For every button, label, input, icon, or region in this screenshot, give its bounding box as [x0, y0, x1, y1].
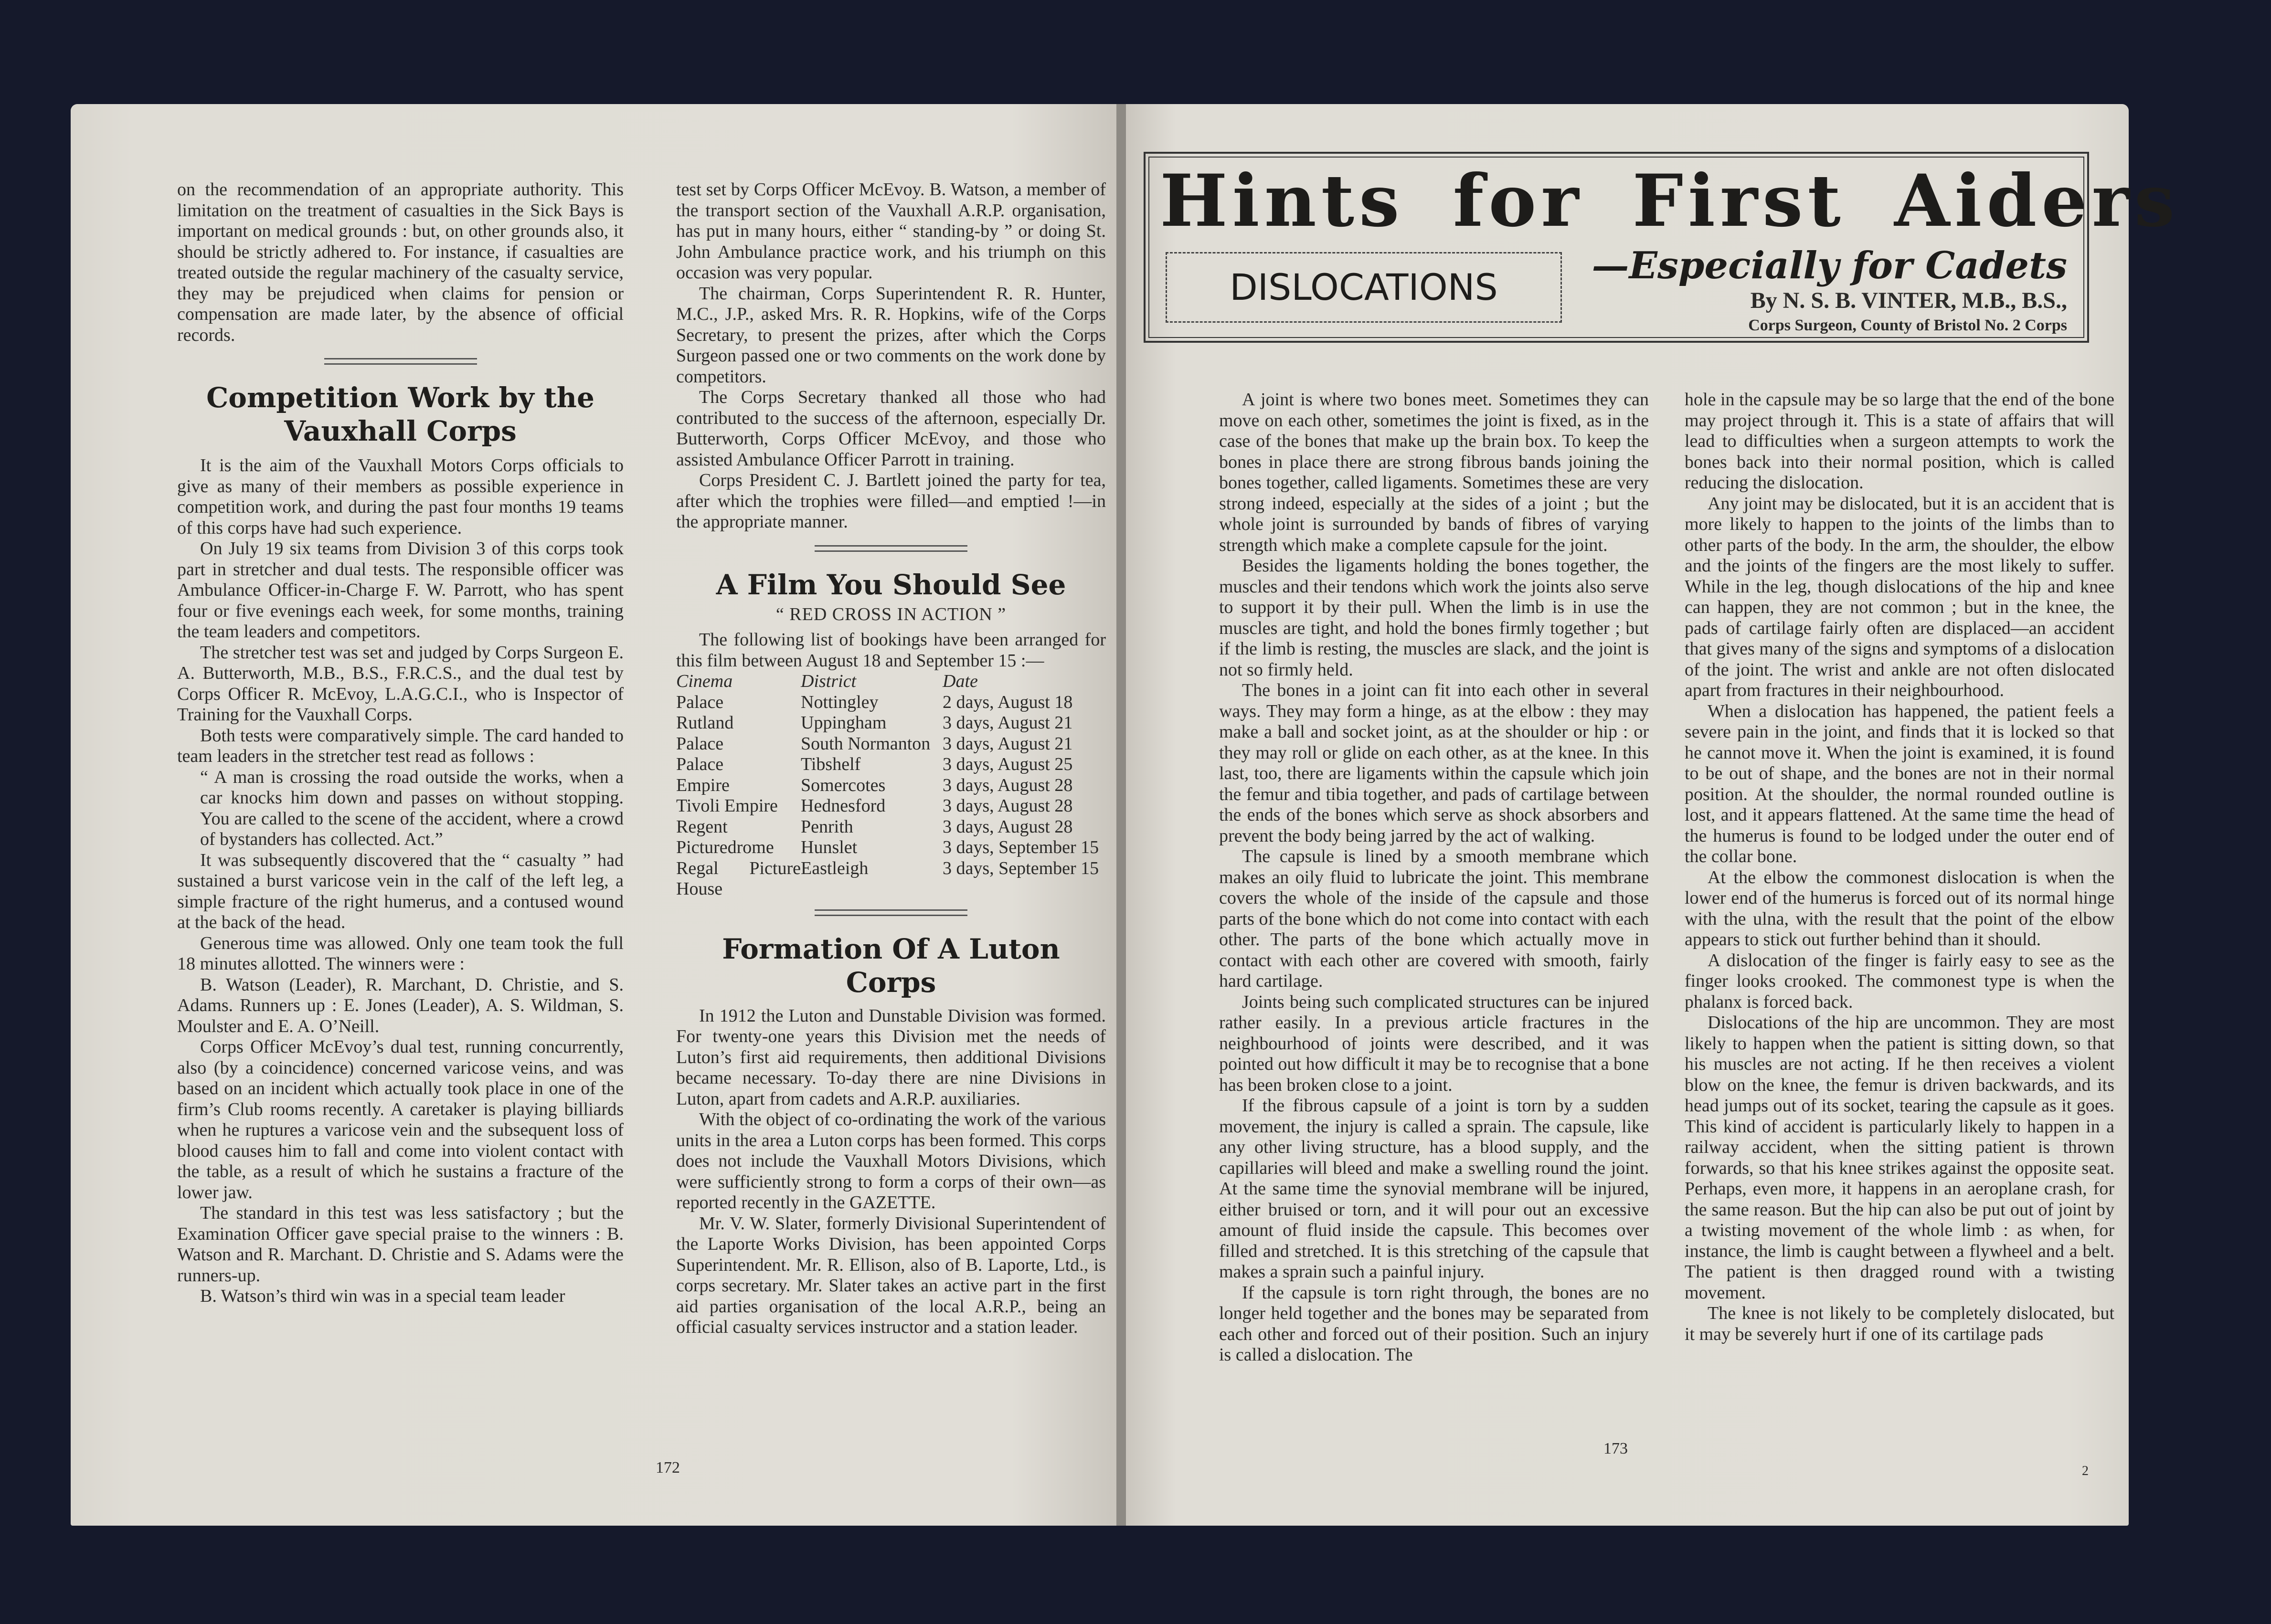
paragraph: The standard in this test was less satisfactory ; but the Examination Officer gave special praise to the winners : B. Watson and R. Marchant. D. Christie and S. Adams were the runners-up.: [177, 1203, 624, 1286]
cell-district: Hunslet: [801, 837, 858, 857]
cell-district: Somercotes: [801, 775, 886, 795]
paragraph: Generous time was allowed. Only one team took the full 18 minutes allotted. The winners were :: [177, 933, 624, 974]
signature-mark: 2: [2082, 1464, 2089, 1478]
table-row: [676, 713, 1106, 734]
paragraph: The chairman, Corps Superintendent R. R. Hunter, M.C., J.P., asked Mrs. R. R. Hopkins, wife of the Corps Secretary, to present the prizes, after which the Corps Surgeon passed one or two comments on the work done by competitors.: [676, 283, 1106, 387]
cell-district: Penrith: [801, 816, 853, 837]
paragraph: It was subsequently discovered that the “ casualty ” had sustained a burst varicose vein in the calf of the left leg, a simple fracture of the right humerus, and a contused wound at the back of the head.: [177, 850, 624, 932]
paragraph: The knee is not likely to be completely dislocated, but it may be severely hurt if one of its cartilage pads: [1685, 1303, 2114, 1344]
table-row: [676, 837, 1106, 858]
cell-district: Eastleigh: [801, 858, 869, 878]
paragraph: In 1912 the Luton and Dunstable Division was formed. For twenty-one years this Division met the needs of Luton’s first aid requirements, then additional Divisions became necessary. To-day there are nine Divisions in Luton, apart from cadets and A.R.P. auxiliaries.: [676, 1005, 1106, 1109]
banner-subtitle: —Especially for Cadets: [1592, 244, 2067, 287]
banner-title: Hints for First Aiders: [1160, 159, 2180, 243]
cell-date: 3 days, September 15: [943, 837, 1099, 857]
author-role: Corps Surgeon, County of Bristol No. 2 Corps: [1748, 316, 2067, 334]
paragraph: When a dislocation has happened, the patient feels a severe pain in the joint, and finds that it is locked so that he cannot move it. When the joint is examined, it is found to be out of shape, and the bones are not in their normal position. At the shoulder, the normal rounded outline is lost, and it appears flattened. At the same time the head of the humerus is found to be lodged under the outer end of the collar bone.: [1685, 701, 2114, 866]
cell-cinema: Regal Picture House: [676, 858, 801, 899]
paragraph: Both tests were comparatively simple. The card handed to team leaders in the stretcher test read as follows :: [177, 725, 624, 766]
paragraph: Corps President C. J. Bartlett joined the party for tea, after which the trophies were filled—and emptied !—in the appropriate manner.: [676, 470, 1106, 532]
cell-cinema: Picturedrome: [676, 837, 774, 857]
paragraph: Dislocations of the hip are uncommon. They are most likely to happen when the patient is sitting down, so that his muscles are not acting. If he then receives a violent blow on the knee, the femur is driven backwards, and its head jumps out of its socket, tearing the capsule as it goes. This kind of accident is particularly likely to happen in a railway accident, when the sitting patient is thrown forwards, so that his knee strikes against the opposite seat. Perhaps, even more, it happens in an aeroplane crash, for the same reason. But the hip can also be put out of joint by a twisting movement of the whole limb : as when, for instance, the limb is caught between a flywheel and a belt. The patient is then dragged round with a twisting movement.: [1685, 1012, 2114, 1303]
paragraph: A joint is where two bones meet. Sometimes they can move on each other, sometimes the joint is fixed, as in the case of the bones that make up the brain box. To keep the bones in place there are strong fibrous bands joining the bones together, called ligaments. Sometimes these are very strong indeed, especially at the sides of a joint ; but the whole joint is surrounded by bands of fibres of varying strength which make a complete capsule for the joint.: [1219, 390, 1649, 555]
table-row: [676, 858, 1106, 900]
film-subtitle: “ RED CROSS IN ACTION ”: [775, 604, 1007, 624]
paragraph: The Corps Secretary thanked all those who had contributed to the success of the afternoon, especially Dr. Butterworth, Corps Officer McEvoy, and those who assisted Ambulance Officer Parrott in training.: [676, 387, 1106, 470]
paragraph: A dislocation of the finger is fairly easy to see as the finger looks crooked. The commonest type is when the phalanx is forced back.: [1685, 950, 2114, 1012]
right-column-1: [1219, 390, 1649, 1366]
paragraph: Mr. V. W. Slater, formerly Divisional Superintendent of the Laporte Works Division, has been appointed Corps Superintendent. Mr. R. Ellison, also of B. Laporte, Ltd., is corps secretary. Mr. Slater takes an active part in the first aid parties organisation of the local A.R.P., being an official casualty services instructor and a station leader.: [676, 1213, 1106, 1337]
cell-district: Nottingley: [801, 692, 879, 712]
left-page: [71, 104, 1116, 1526]
cell-cinema: Palace: [676, 733, 724, 754]
author-byline: By N. S. B. VINTER, M.B., B.S.,: [1750, 288, 2067, 313]
paragraph: hole in the capsule may be so large that the end of the bone may project through it. This is a state of affairs that will lead to difficulties when a surgeon attempts to work the bones back into their normal position, which is called reducing the dislocation.: [1685, 390, 2114, 493]
table-row: [676, 734, 1106, 755]
luton-heading: Formation Of A Luton Corps: [722, 932, 1060, 999]
cell-date: 3 days, August 28: [943, 816, 1073, 837]
paragraph: At the elbow the commonest dislocation is when the lower end of the humerus is forced out of its normal hinge with the ulna, with the result that the point of the elbow appears to stick out further behind than it should.: [1685, 867, 2114, 949]
paragraph: With the object of co-ordinating the work of the various units in the area a Luton corps has been formed. This corps does not include the Vauxhall Motors Divisions, which were sufficiently strong to form a corps of their own—as reported recently in the GAZETTE.: [676, 1109, 1106, 1213]
cell-district: Uppingham: [801, 713, 887, 733]
section-divider: [815, 909, 967, 916]
paragraph: The capsule is lined by a smooth membrane which makes an oily fluid to lubricate the joint. This membrane covers the whole of the inside of the capsule and those parts of the bone which do not come into contact with each other. The parts of the bone which actually move in contact with each other are covered with smooth, fairly hard cartilage.: [1219, 846, 1649, 991]
film-bookings-table: [676, 671, 1106, 900]
table-header-row: [676, 671, 1106, 692]
paragraph: The stretcher test was set and judged by Corps Surgeon E. A. Butterworth, M.B., B.S., F.R.C.S., and the dual test by Corps Officer R. McEvoy, L.A.G.C.I., who is Inspector of Training for the Vauxhall Corps.: [177, 642, 624, 725]
cell-cinema: Palace: [676, 692, 724, 712]
header-date: Date: [943, 671, 978, 691]
cell-date: 3 days, August 25: [943, 754, 1073, 774]
section-divider: [324, 358, 477, 365]
table-row: [676, 692, 1106, 713]
cell-district: South Normanton: [801, 733, 931, 754]
cell-district: Hednesford: [801, 796, 886, 816]
cell-date: 3 days, September 15: [943, 858, 1099, 878]
intro-paragraph: on the recommendation of an appropriate authority. This limitation on the treatment of casualties in the Sick Bays is important on medical grounds : but, on other grounds also, it should be strictly adhered to. For instance, if casualties are treated outside the regular machinery of the casualty service, they may be prejudiced when claims for pension or compensation are made later, by the absence of official records.: [177, 179, 624, 345]
paragraph: It is the aim of the Vauxhall Motors Corps officials to give as many of their members as possible experience in competition work, and during the past four months 19 teams of this corps have had such experience.: [177, 455, 624, 538]
cell-date: 3 days, August 28: [943, 796, 1073, 816]
cell-cinema: Empire: [676, 775, 730, 795]
header-district: District: [801, 671, 857, 691]
table-row: [676, 775, 1106, 796]
film-heading: A Film You Should See: [716, 568, 1066, 601]
right-column-2: [1685, 390, 2114, 1345]
paragraph: If the fibrous capsule of a joint is torn by a sudden movement, the injury is called a sprain. The capsule, like any other living structure, has a blood supply, and the capillaries will bleed and make a swelling round the joint. At the same time the synovial membrane will be injured, either bruised or torn, and it will pour out an excessive amount of fluid inside the capsule. This becomes over filled and stretched. It is this stretching of the capsule that makes a sprain such a painful injury.: [1219, 1096, 1649, 1282]
paragraph: Corps Officer McEvoy’s dual test, running concurrently, also (by a coincidence) concerned varicose veins, and was based on an incident which actually took place in one of the firm’s Club rooms recently. A caretaker is playing billiards when he ruptures a varicose vein and the subsequent loss of blood causes him to fall and come into violent contact with the table, as a result of which he sustains a fracture of the lower jaw.: [177, 1037, 624, 1202]
article-banner: [1144, 152, 2180, 343]
paragraph: The bones in a joint can fit into each other in several ways. They may form a hinge, as at the elbow : they may make a ball and socket joint, as at the shoulder or hip : or they may roll or glide on each other, as at the knee. In this last, too, there are ligaments within the capsule which join the femur and tibia together, and pads of cartilage between the ends of the bones which serve as shock absorbers and prevent the body being jarred by the act of walking.: [1219, 680, 1649, 846]
cell-cinema: Rutland: [676, 713, 734, 733]
table-row: [676, 796, 1106, 817]
book-gutter: [1116, 104, 1126, 1526]
paragraph: If the capsule is torn right through, the bones are no longer held together and the bones may be separated from each other and forced out of their position. Such an injury is called a dislocation. The: [1219, 1282, 1649, 1365]
page-number: 173: [1603, 1440, 1628, 1457]
cell-date: 3 days, August 28: [943, 775, 1073, 795]
paragraph: Joints being such complicated structures can be injured rather easily. In a previous article fractures in the neighbourhood of joints were described, and it was pointed out how difficult it may be to recognise that a bone has been broken close to a joint.: [1219, 991, 1649, 1095]
film-intro: The following list of bookings have been arranged for this film between August 18 and September 15 :—: [676, 630, 1106, 671]
cell-date: 2 days, August 18: [943, 692, 1073, 712]
paragraph: Any joint may be dislocated, but it is an accident that is more likely to happen to the joints of the limbs than to other parts of the body. In the arm, the shoulder, the elbow and the joints of the fingers are the most likely to suffer. While in the leg, though dislocations of the hip and knee can happen, they are not common ; but in the knee, the pads of cartilage fairly often are displaced—an accident that gives many of the signs and symptoms of a dislocation of the joint. The wrist and ankle are not often dislocated apart from fractures in their neighbourhood.: [1685, 493, 2114, 700]
cell-cinema: Tivoli Empire: [676, 796, 778, 816]
left-column-1: [177, 179, 624, 1307]
cell-cinema: Palace: [676, 754, 724, 774]
cell-cinema: Regent: [676, 816, 728, 837]
page-number: 172: [656, 1459, 680, 1476]
paragraph: On July 19 six teams from Division 3 of this corps took part in stretcher and dual tests. The responsible officer was Ambulance Officer-in-Charge F. W. Parrott, who has spent four or five evenings each week, for some months, training the team leaders and competitors.: [177, 538, 624, 642]
cell-district: Tibshelf: [801, 754, 861, 774]
left-column-2: [676, 179, 1106, 1338]
paragraph: Besides the ligaments holding the bones together, the muscles and their tendons which work the joints also serve to support it by their pull. When the limb is in use the muscles are tight, and hold the bones firmly together ; but if the limb is resting, the muscles are slack, and the joint is not so firmly held.: [1219, 556, 1649, 680]
vauxhall-heading: Competition Work by the Vauxhall Corps: [206, 381, 594, 447]
table-row: [676, 817, 1106, 838]
paragraph: B. Watson’s third win was in a special team leader: [200, 1286, 565, 1306]
paragraph: test set by Corps Officer McEvoy. B. Watson, a member of the transport section of the Vauxhall A.R.P. organisation, has put in many hours, either “ standing-by ” or doing St. John Ambulance practice work, and his triumph on this occasion was very popular.: [676, 179, 1106, 283]
table-row: [676, 754, 1106, 775]
header-cinema: Cinema: [676, 671, 733, 691]
paragraph: B. Watson (Leader), R. Marchant, D. Christie, and S. Adams. Runners up : E. Jones (Leader), A. S. Wildman, S. Moulster and E. A. O’Neill.: [177, 974, 624, 1036]
section-divider: [815, 545, 967, 552]
cell-date: 3 days, August 21: [943, 713, 1073, 733]
topic-box: DISLOCATIONS: [1166, 252, 1562, 323]
cell-date: 3 days, August 21: [943, 733, 1073, 754]
test-card-quote: “ A man is crossing the road outside the works, when a car knocks him down and passes on without stopping. You are called to the scene of the accident, where a crowd of bystanders has collected. Act.”: [200, 767, 624, 849]
